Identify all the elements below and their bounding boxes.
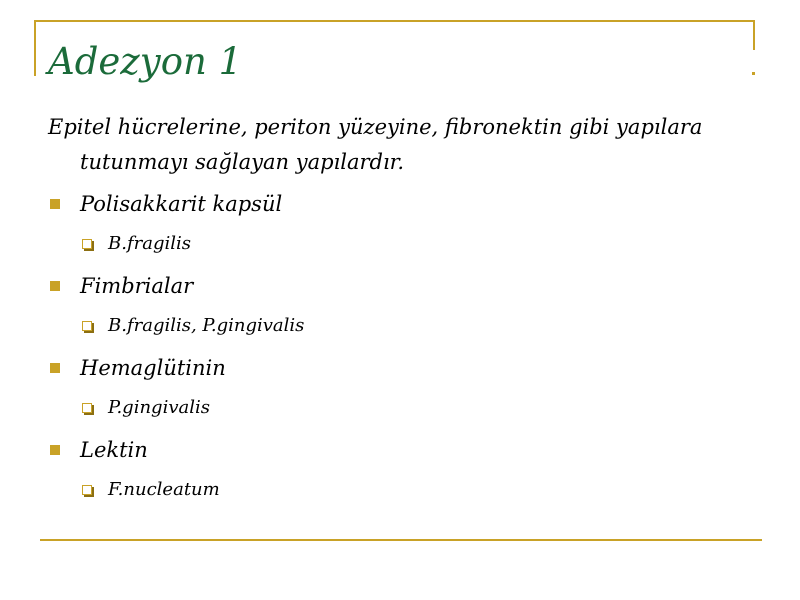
sub-list-item-label: P.gingivalis — [108, 397, 210, 418]
hollow-square-bullet-icon — [82, 239, 92, 249]
list-item-label: Hemaglütinin — [80, 356, 226, 380]
intro-line-1: Epitel hücrelerine, periton yüzeyine, fibronektin gibi yapılara — [48, 115, 703, 139]
frame-left-rule — [34, 20, 36, 76]
list-item-label: Lektin — [80, 438, 148, 462]
sub-list-item-label: B.fragilis — [108, 233, 191, 254]
hollow-square-bullet-icon — [82, 485, 92, 495]
filled-square-bullet-icon — [50, 445, 60, 455]
list-item-label: Polisakkarit kapsül — [80, 192, 283, 216]
intro-line-2: tutunmayı sağlayan yapılardır. — [80, 150, 405, 174]
filled-square-bullet-icon — [50, 363, 60, 373]
footer-rule — [40, 539, 762, 541]
filled-square-bullet-icon — [50, 281, 60, 291]
sub-list-item-label: B.fragilis, P.gingivalis — [108, 315, 305, 336]
hollow-square-bullet-icon — [82, 403, 92, 413]
frame-corner-dot — [752, 72, 755, 75]
frame-top-rule — [34, 20, 755, 22]
list-item-label: Fimbrialar — [80, 274, 194, 298]
hollow-square-bullet-icon — [82, 321, 92, 331]
intro-paragraph — [48, 110, 738, 180]
sub-list-item-label: F.nucleatum — [108, 479, 220, 500]
frame-right-rule — [753, 20, 755, 50]
slide-title: Adezyon 1 — [48, 40, 243, 83]
filled-square-bullet-icon — [50, 199, 60, 209]
